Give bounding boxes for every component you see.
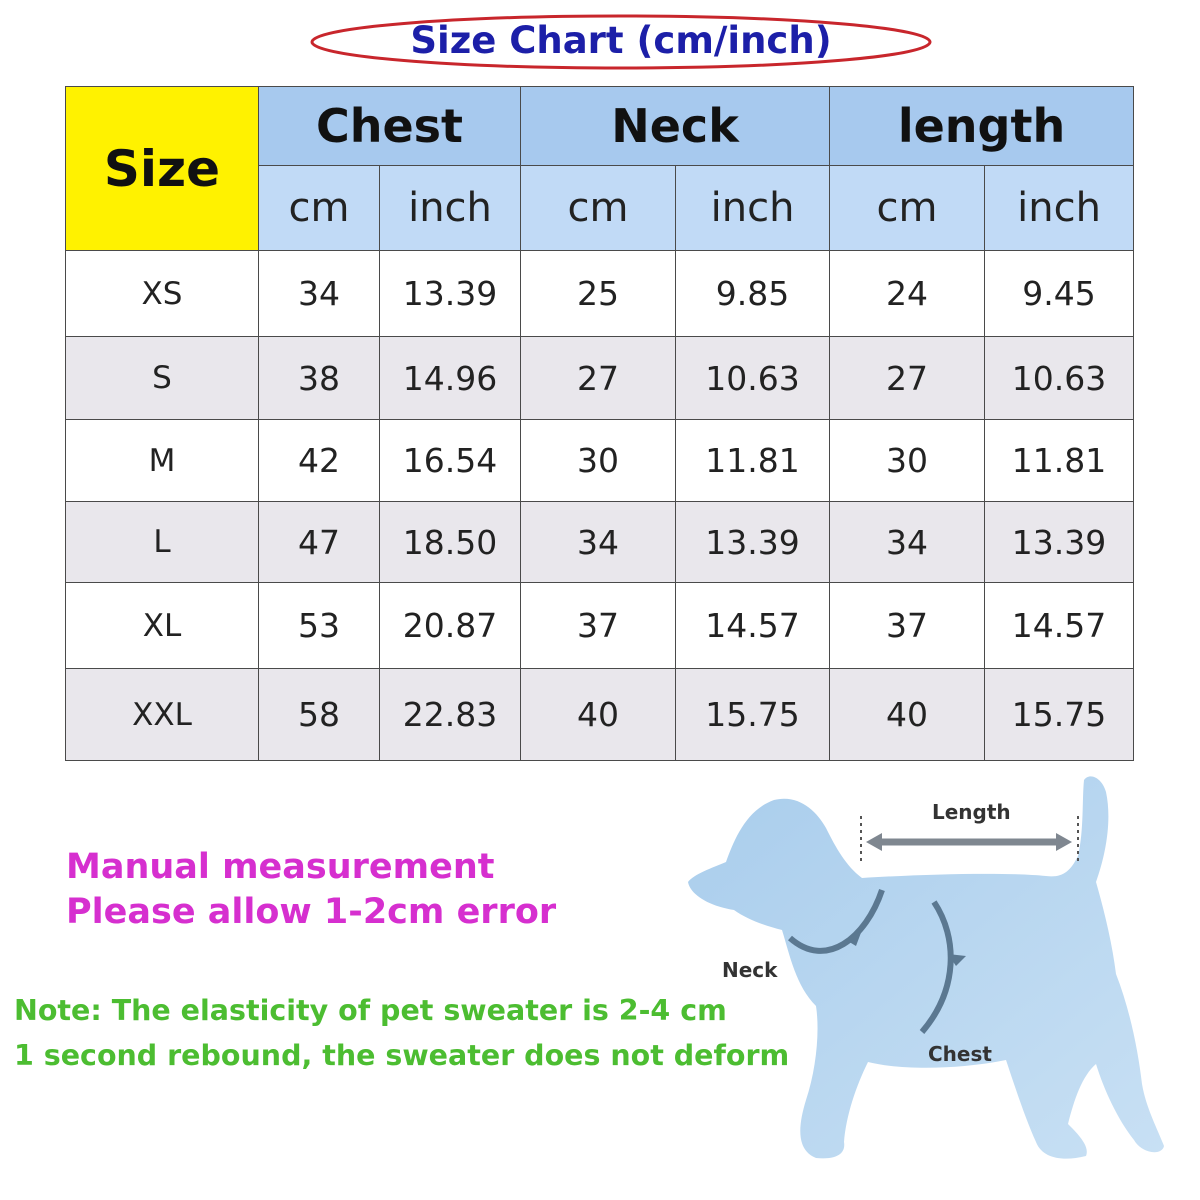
- value-cell: 34: [259, 251, 380, 337]
- manual-note-line: Manual measurement: [66, 847, 495, 887]
- dog-measurement-diagram: [686, 770, 1166, 1170]
- table-row: [66, 337, 1134, 420]
- value-cell: 11.81: [985, 420, 1134, 502]
- value-cell: 37: [521, 583, 676, 669]
- value-cell: 14.57: [676, 583, 830, 669]
- value-cell: 30: [521, 420, 676, 502]
- value-cell: 25: [521, 251, 676, 337]
- size-cell: XXL: [66, 669, 259, 761]
- value-cell: 22.83: [380, 669, 521, 761]
- value-cell: 34: [830, 502, 985, 583]
- neck-header: Neck: [521, 87, 830, 166]
- value-cell: 27: [830, 337, 985, 420]
- value-cell: 10.63: [676, 337, 830, 420]
- value-cell: 42: [259, 420, 380, 502]
- table-row: [66, 420, 1134, 502]
- value-cell: 24: [830, 251, 985, 337]
- page-title: Size Chart (cm/inch): [410, 19, 832, 62]
- value-cell: 15.75: [676, 669, 830, 761]
- size-header: Size: [66, 87, 259, 251]
- value-cell: 9.45: [985, 251, 1134, 337]
- size-cell: L: [66, 502, 259, 583]
- table-row: [66, 669, 1134, 761]
- unit-header: cm: [259, 166, 380, 251]
- value-cell: 16.54: [380, 420, 521, 502]
- unit-header: inch: [676, 166, 830, 251]
- length-label: Length: [932, 800, 1011, 824]
- value-cell: 27: [521, 337, 676, 420]
- length-header: length: [830, 87, 1134, 166]
- neck-label: Neck: [722, 958, 778, 982]
- manual-note-line: Please allow 1-2cm error: [66, 892, 557, 932]
- value-cell: 30: [830, 420, 985, 502]
- value-cell: 40: [830, 669, 985, 761]
- elasticity-note: [14, 988, 789, 1078]
- size-cell: XL: [66, 583, 259, 669]
- value-cell: 53: [259, 583, 380, 669]
- table-row: [66, 502, 1134, 583]
- unit-header: cm: [521, 166, 676, 251]
- value-cell: 37: [830, 583, 985, 669]
- value-cell: 13.39: [676, 502, 830, 583]
- value-cell: 34: [521, 502, 676, 583]
- value-cell: 14.57: [985, 583, 1134, 669]
- unit-header: inch: [985, 166, 1134, 251]
- value-cell: 13.39: [985, 502, 1134, 583]
- value-cell: 11.81: [676, 420, 830, 502]
- size-cell: S: [66, 337, 259, 420]
- value-cell: 58: [259, 669, 380, 761]
- size-chart-table: [65, 86, 1134, 761]
- chest-label: Chest: [928, 1042, 992, 1066]
- value-cell: 18.50: [380, 502, 521, 583]
- chest-header: Chest: [259, 87, 521, 166]
- value-cell: 13.39: [380, 251, 521, 337]
- size-cell: M: [66, 420, 259, 502]
- size-cell: XS: [66, 251, 259, 337]
- value-cell: 15.75: [985, 669, 1134, 761]
- value-cell: 10.63: [985, 337, 1134, 420]
- value-cell: 20.87: [380, 583, 521, 669]
- table-row: [66, 251, 1134, 337]
- table-row: [66, 583, 1134, 669]
- unit-header: cm: [830, 166, 985, 251]
- value-cell: 9.85: [676, 251, 830, 337]
- manual-measurement-note: [66, 845, 556, 935]
- value-cell: 40: [521, 669, 676, 761]
- title-banner: [310, 14, 932, 70]
- value-cell: 14.96: [380, 337, 521, 420]
- elastic-note-line: Note: The elasticity of pet sweater is 2-4 cm: [14, 994, 727, 1027]
- elastic-note-line: 1 second rebound, the sweater does not deform: [14, 1039, 790, 1072]
- value-cell: 38: [259, 337, 380, 420]
- value-cell: 47: [259, 502, 380, 583]
- unit-header: inch: [380, 166, 521, 251]
